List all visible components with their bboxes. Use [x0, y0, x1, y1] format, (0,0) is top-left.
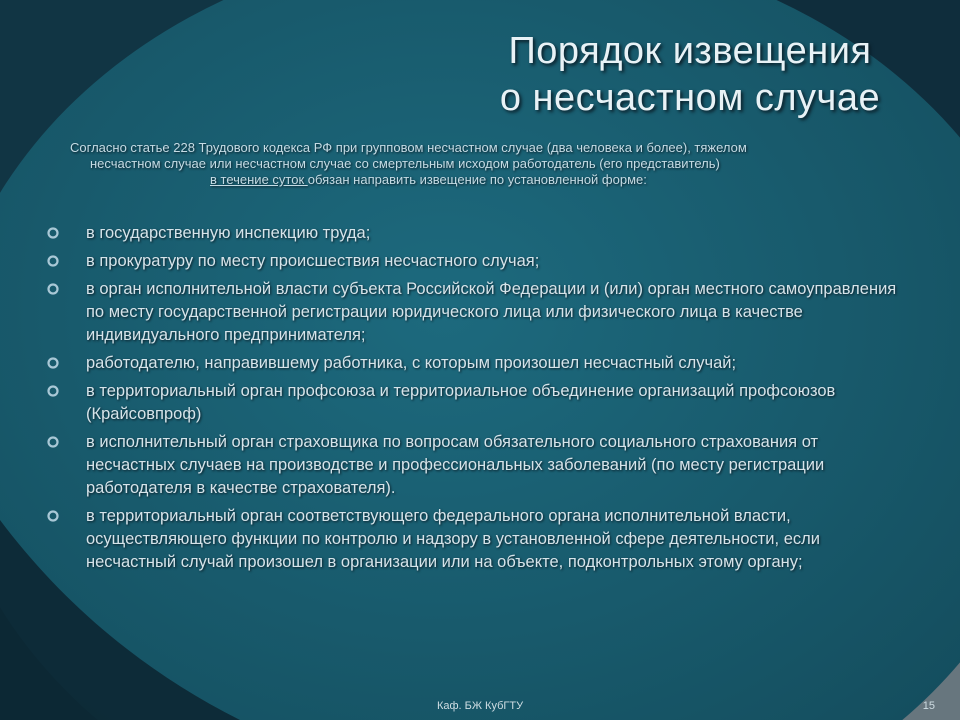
title-line1: орядок извещения [536, 30, 872, 72]
list-item-text: в территориальный орган профсоюза и территориальное объединение организаций профсоюзов (Крайсовпроф) [86, 382, 836, 423]
ring-bullet-icon [46, 254, 60, 268]
list-item [46, 380, 906, 426]
ring-bullet-icon [46, 282, 60, 296]
ring-bullet-icon [46, 435, 60, 449]
footer-text: Каф. БЖ КубГТУ [436, 700, 524, 712]
ring-bullet-icon [46, 356, 60, 370]
list-item-text: в исполнительный орган страховщика по вопросам обязательного социального страхования от несчастных случаев на производстве и профессиональных заболеваний (по месту регистрации работодателя в качестве страхователя). [86, 433, 825, 497]
intro-line-2: несчастном случае или несчастном случае со смертельным исходом работодатель (его представитель) [90, 156, 720, 171]
list-item [46, 250, 906, 273]
intro-line-3 [70, 172, 915, 188]
slide-title [440, 28, 940, 122]
intro-underlined-text: в течение суток [210, 172, 308, 187]
list-item [46, 278, 906, 347]
ring-bullet-icon [46, 226, 60, 240]
recipients-list [46, 222, 906, 579]
intro-paragraph [70, 140, 915, 188]
ring-bullet-icon [46, 509, 60, 523]
list-item-text: в государственную инспекцию труда; [86, 224, 371, 242]
list-item-text: в территориальный орган соответствующего федерального органа исполнительной власти, осуществляющего функции по контролю и надзору в установленной сфере деятельности, если несчастный случай произошел в организации или на объекте, подконтрольных этому органу; [86, 507, 820, 571]
page-number: 15 [922, 700, 935, 712]
title-line2: о несчастном случае [499, 77, 881, 119]
list-item-text: в орган исполнительной власти субъекта Российской Федерации и (или) орган местного самоуправления по месту государственной регистрации юридического лица или физического лица в качестве индивидуального предпринимателя; [86, 280, 897, 344]
intro-line-1: Согласно статье 228 Трудового кодекса РФ при групповом несчастном случае (два человека и более), тяжелом [70, 140, 747, 155]
list-item-text: в прокуратуру по месту происшествия несчастного случая; [86, 252, 540, 270]
list-item-text: работодателю, направившему работника, с которым произошел несчастный случай; [86, 354, 737, 372]
list-item [46, 352, 906, 375]
list-item [46, 431, 906, 500]
intro-line-3-rest: обязан направить извещение по установленной форме: [307, 172, 647, 187]
list-item [46, 222, 906, 245]
title-first-letter: П [508, 30, 537, 72]
list-item [46, 505, 906, 574]
ring-bullet-icon [46, 384, 60, 398]
